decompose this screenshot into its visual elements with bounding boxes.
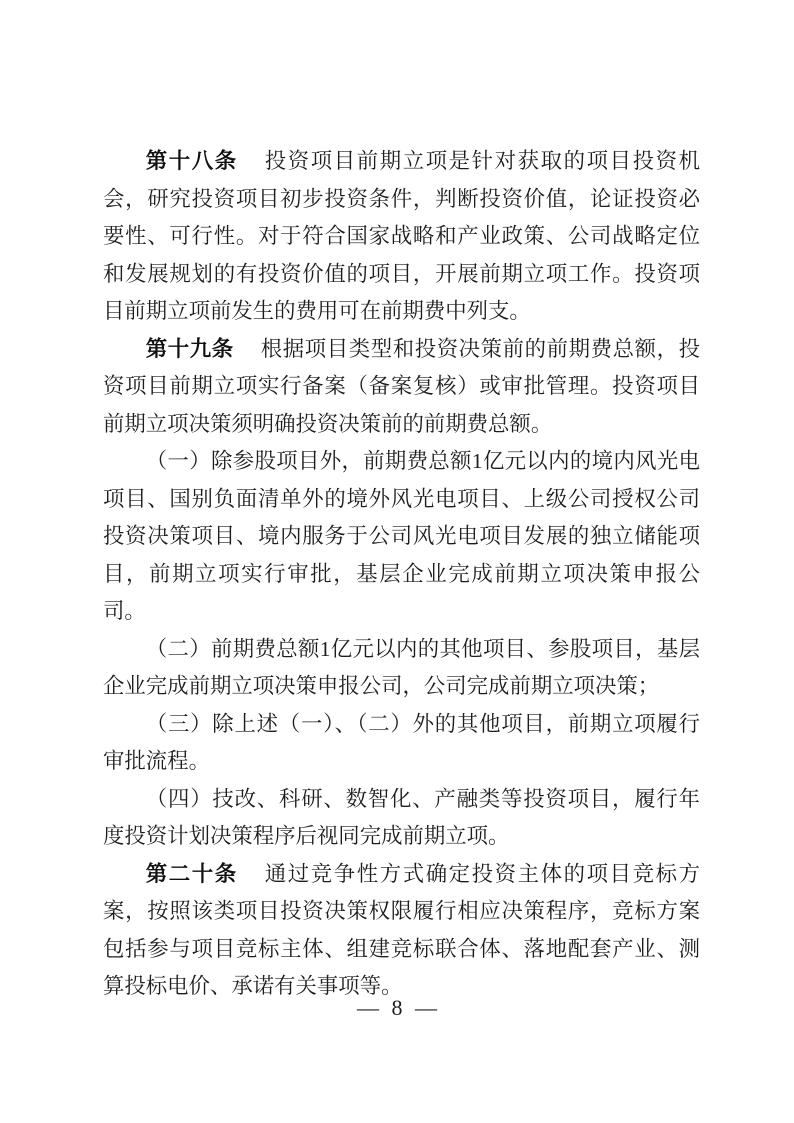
article-18-text: 投资项目前期立项是针对获取的项目投资机会，研究投资项目初步投资条件，判断投资价值，论证投资必要性、可行性。对于符合国家战略和产业政策、公司战略定位和发展规划的有投资价值的项目，开展前期立项工作。投资项目前期立项前发生的费用可在前期费中列支。 [103,149,700,323]
item-4-text: （四）技改、科研、数智化、产融类等投资项目，履行年度投资计划决策程序后视同完成前期立项。 [103,786,700,848]
article-19-text: 根据项目类型和投资决策前的前期费总额，投资项目前期立项实行备案（备案复核）或审批管理。投资项目前期立项决策须明确投资决策前的前期费总额。 [103,336,700,436]
item-1-text: （一）除参股项目外，前期费总额1亿元以内的境内风光电项目、国别负面清单外的境外风光电项目、上级公司授权公司投资决策项目、境内服务于公司风光电项目发展的独立储能项目，前期立项实行审批，基层企业完成前期立项决策申报公司。 [103,449,700,623]
paragraph-item-4 [103,781,700,856]
paragraph-article-20 [103,856,700,1006]
article-19-label: 第十九条 [145,336,234,361]
paragraph-article-18 [103,143,700,331]
paragraph-item-2 [103,631,700,706]
document-body [103,143,700,1006]
paragraph-item-1 [103,443,700,631]
article-20-label: 第二十条 [145,861,238,886]
article-20-text: 通过竞争性方式确定投资主体的项目竞标方案，按照该类项目投资决策权限履行相应决策程序，竞标方案包括参与项目竞标主体、组建竞标联合体、落地配套产业、测算投标电价、承诺有关事项等。 [103,861,700,998]
item-2-text: （二）前期费总额1亿元以内的其他项目、参股项目，基层企业完成前期立项决策申报公司，公司完成前期立项决策； [103,636,700,698]
paragraph-article-19 [103,331,700,444]
item-3-text: （三）除上述（一）、（二）外的其他项目，前期立项履行审批流程。 [103,711,700,773]
article-18-label: 第十八条 [145,149,238,173]
page-number: — 8 — [357,995,437,1020]
paragraph-item-3 [103,706,700,781]
